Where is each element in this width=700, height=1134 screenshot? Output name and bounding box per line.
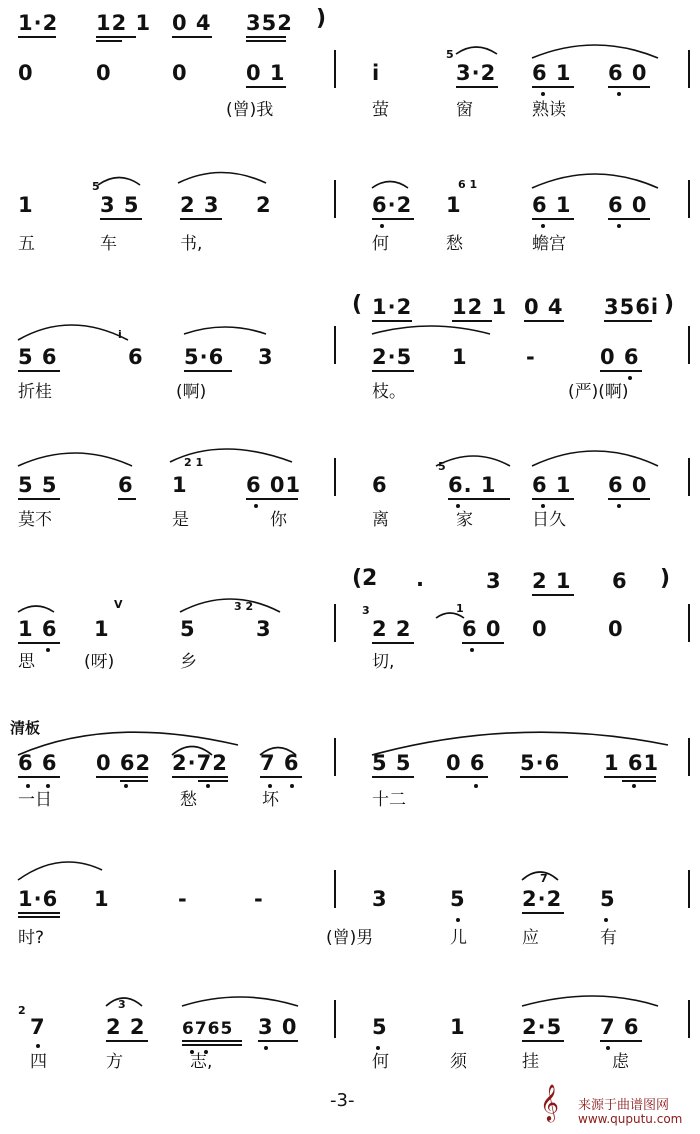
barline [688,458,690,496]
opening-paren: ( [352,292,363,317]
watermark-url: www.quputu.com [578,1112,683,1126]
note: 1 [446,193,462,217]
underline [106,1040,148,1042]
barline [688,604,690,642]
lyric: 何 [372,234,389,254]
lyric: 志, [190,1052,213,1072]
note: 0 4 [172,11,212,35]
lyric: 蟾宫 [532,234,566,254]
grace-note: 5 [92,180,100,193]
lyric: 挂 [522,1052,539,1072]
octave-dot [268,784,272,788]
grace-note: i [118,328,122,341]
lyric: 虑 [612,1052,629,1072]
underline [372,320,412,322]
note: 0 [172,61,188,85]
note: 1·2 [372,295,413,319]
lyric: 是 [172,510,189,530]
closing-paren: ) [664,292,675,317]
lyric: 愁 [180,790,197,810]
underline [18,36,56,38]
note: 3·2 [456,61,497,85]
underline [120,780,148,782]
lyric: (严)(啊) [568,382,629,402]
note: 3 [258,345,274,369]
octave-dot [541,224,545,228]
lyric: 家 [456,510,473,530]
barline [334,50,336,88]
grace-note: 7 [540,872,548,885]
note: 5 [372,1015,388,1039]
underline [532,594,574,596]
lyric: 莫不 [18,510,52,530]
barline [334,180,336,218]
note: 0 1 [246,61,286,85]
underline [198,780,228,782]
lyric: 儿 [450,928,467,948]
barline [334,1000,336,1038]
note: 5·6 [184,345,225,369]
underline [608,498,650,500]
underline [182,1040,242,1042]
note: 1 [18,193,34,217]
note: 356i [604,295,660,319]
barline [334,326,336,364]
note: 2·5 [372,345,413,369]
octave-dot [456,504,460,508]
underline [96,776,148,778]
note: 6·2 [372,193,413,217]
note: 5 5 [372,751,412,775]
underline [118,498,136,500]
grace-note: 2 [18,1004,26,1017]
note: 6 [128,345,144,369]
lyric: 四 [30,1052,47,1072]
underline [622,780,656,782]
note: 1 61 [604,751,660,775]
closing-paren: ) [316,6,327,31]
note: - [178,887,188,911]
grace-note: 5 [446,48,454,61]
note: 7 6 [600,1015,640,1039]
lyric: 切, [372,652,395,672]
note: 1 6 [18,617,58,641]
underline [522,1040,564,1042]
lyric: 乡 [180,652,197,672]
octave-dot [376,1046,380,1050]
underline [520,776,568,778]
underline [100,218,142,220]
underline [532,498,574,500]
note: 5 5 [18,473,58,497]
note: 0 [96,61,112,85]
underline [246,40,286,42]
octave-dot [124,784,128,788]
treble-clef-icon: 𝄞 [540,1083,559,1121]
underline [180,218,222,220]
lyric: 窗 [456,100,473,120]
lyric: 离 [372,510,389,530]
underline [524,320,564,322]
underline [246,498,298,500]
note: 0 4 [524,295,564,319]
octave-dot [474,784,478,788]
lyric: (曾)男 [326,928,374,948]
note: 3 [486,569,502,593]
note: 2·2 [522,887,563,911]
underline [448,498,510,500]
underline [182,1044,242,1046]
grace-note: 5 [438,460,446,473]
underline [258,1040,298,1042]
lyric: 愁 [446,234,463,254]
note: 0 6 [600,345,640,369]
barline [688,738,690,776]
note: 7 6 [260,751,300,775]
note: 2 2 [372,617,412,641]
octave-dot [628,376,632,380]
note: 6 0 [608,473,648,497]
barline [334,738,336,776]
underline [372,218,414,220]
underline [532,218,574,220]
lyric: 何 [372,1052,389,1072]
note: 6 [372,473,388,497]
octave-dot [46,648,50,652]
barline [688,50,690,88]
barline [688,326,690,364]
note: 7 [30,1015,46,1039]
note: 6 [118,473,134,497]
lyric: 应 [522,928,539,948]
underline [172,36,212,38]
breath-mark: V [114,598,123,611]
grace-note: 6 1 [458,178,478,191]
underline [246,36,286,38]
underline [96,36,136,38]
octave-dot [46,784,50,788]
octave-dot [264,1046,268,1050]
note: i [372,61,381,85]
lyric: 方 [106,1052,123,1072]
underline [184,370,232,372]
note: 3 0 [258,1015,298,1039]
note: 3 [372,887,388,911]
underline [96,40,122,42]
note: 1 [94,617,110,641]
note: 5 [600,887,616,911]
underline [608,86,650,88]
lyric: 五 [18,234,35,254]
note: 3 5 [100,193,140,217]
note: 3 [256,617,272,641]
underline [18,370,60,372]
note: 6 0 [608,193,648,217]
closing-paren: ) [660,566,671,591]
underline [372,642,414,644]
note: - [254,887,264,911]
note: 2 [256,193,272,217]
octave-dot [617,92,621,96]
barline [688,180,690,218]
lyric: 折桂 [18,382,52,402]
lyric: 你 [270,510,287,530]
underline [372,370,414,372]
barline [688,870,690,908]
octave-dot [617,224,621,228]
underline [172,776,228,778]
octave-dot [606,1046,610,1050]
note: 5 6 [18,345,58,369]
underline [18,642,60,644]
note: 1 [94,887,110,911]
lyric: 熟读 [532,100,566,120]
note: 5 [450,887,466,911]
note: 1 [450,1015,466,1039]
note: 6 0 [462,617,502,641]
octave-dot [36,1044,40,1048]
grace-note: 2 1 [184,456,204,469]
tempo-label: 清板 [10,719,41,737]
lyric: 坏 [262,790,279,810]
underline [522,912,564,914]
lyric: 一日 [18,790,52,810]
octave-dot [206,784,210,788]
lyric: 日久 [532,510,566,530]
note: 1 [172,473,188,497]
underline [260,776,302,778]
barline [334,458,336,496]
grace-note: 3 [118,998,126,1011]
lyric: (曾)我 [226,100,274,120]
underline [604,320,652,322]
underline [18,912,60,914]
note: 6 [612,569,628,593]
underline [532,86,574,88]
underline [600,1040,642,1042]
underline [18,776,60,778]
note: 2 3 [180,193,220,217]
note: 0 62 [96,751,152,775]
note: 6 1 [532,61,572,85]
octave-dot [456,918,460,922]
note: 6 1 [532,193,572,217]
octave-dot [632,784,636,788]
underline [446,776,488,778]
underline [18,498,60,500]
page-number: -3- [330,1090,355,1111]
octave-dot [26,784,30,788]
note: 6 6 [18,751,58,775]
octave-dot [470,648,474,652]
note: 0 [18,61,34,85]
note: 352 [246,11,293,35]
grace-note: 3 [362,604,370,617]
lyric: 有 [600,928,617,948]
note: 6765 [182,1019,234,1039]
lyric: (呀) [84,652,115,672]
note: 12 1 [96,11,152,35]
note: 2 1 [532,569,572,593]
grace-note: 1 [456,602,464,615]
note: 5 [180,617,196,641]
note: 2 2 [106,1015,146,1039]
underline [246,86,286,88]
octave-dot [380,224,384,228]
note: 2·5 [522,1015,563,1039]
underline [462,642,504,644]
watermark-text: 来源于曲谱图网 [578,1098,670,1113]
note: 12 1 [452,295,508,319]
note: . [416,567,425,591]
grace-note: 3 2 [234,600,254,613]
lyric: 枝。 [372,382,406,402]
octave-dot [604,918,608,922]
note: 1 [452,345,468,369]
opening-paren: (2 [352,566,378,591]
note: 0 6 [446,751,486,775]
underline [18,916,60,918]
underline [456,86,498,88]
barline [334,604,336,642]
note: 1·2 [18,11,59,35]
barline [688,1000,690,1038]
note: 1·6 [18,887,59,911]
underline [600,370,642,372]
underline [604,776,656,778]
octave-dot [254,504,258,508]
lyric: 十二 [372,790,406,810]
lyric: 车 [100,234,117,254]
octave-dot [617,504,621,508]
underline [608,218,650,220]
note: 6 01 [246,473,302,497]
note: 0 [608,617,624,641]
barline [334,870,336,908]
note: 5·6 [520,751,561,775]
lyric: 须 [450,1052,467,1072]
note: 2·72 [172,751,228,775]
lyric: 书, [180,234,203,254]
lyric: 思 [18,652,35,672]
note: 6. 1 [448,473,497,497]
octave-dot [541,92,545,96]
underline [372,776,414,778]
underline [452,320,492,322]
note: 6 1 [532,473,572,497]
note: - [526,345,536,369]
note: 6 0 [608,61,648,85]
note: 0 [532,617,548,641]
lyric: 时? [18,928,45,948]
lyric: 萤 [372,100,389,120]
octave-dot [290,784,294,788]
octave-dot [541,504,545,508]
lyric: (啊) [176,382,207,402]
